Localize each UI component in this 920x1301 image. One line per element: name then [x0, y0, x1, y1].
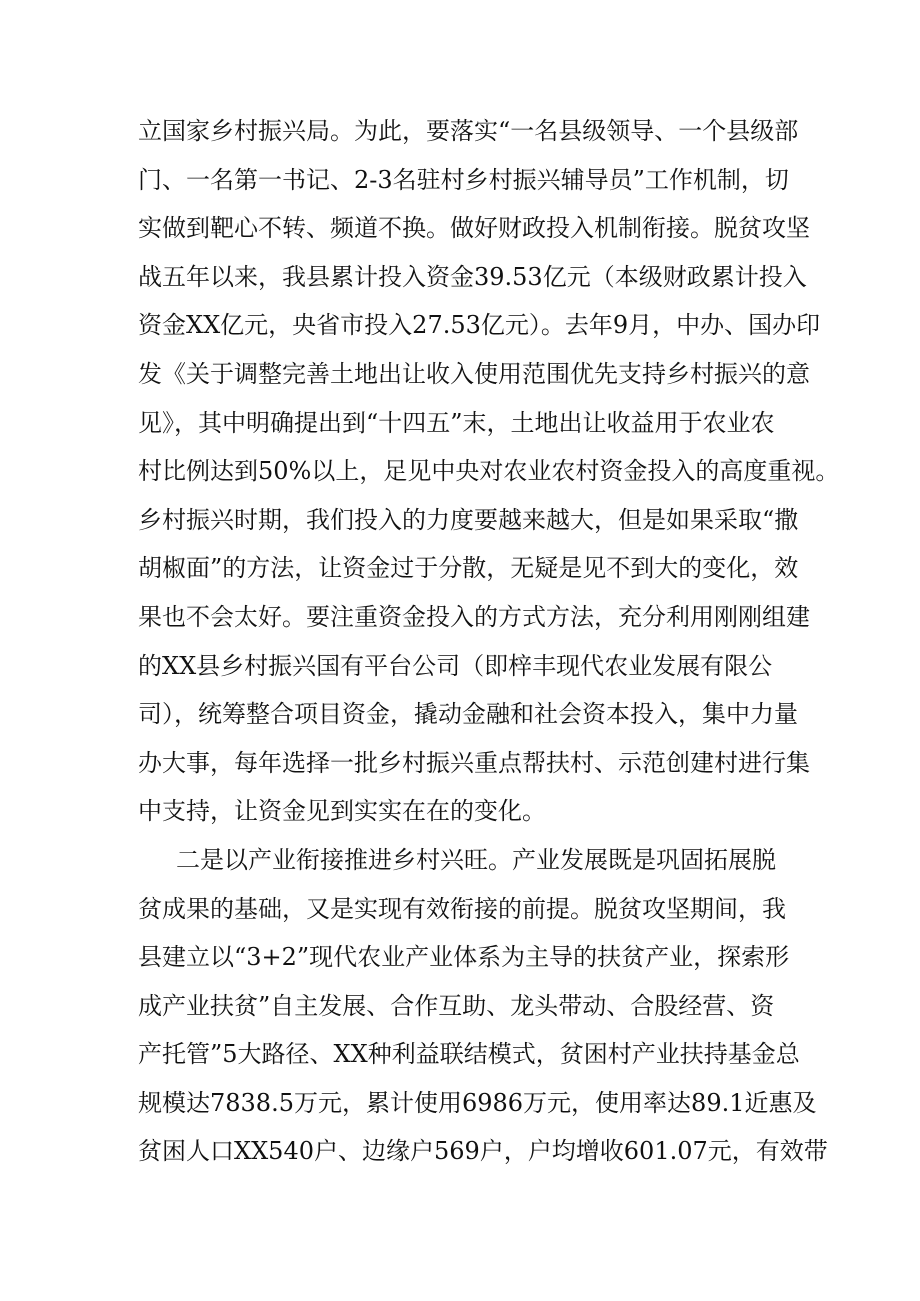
text-line: 贫困人口XX540户、边缘户569户，户均增收601.07元，有效带: [138, 1137, 828, 1166]
text-line: 胡椒面”的方法，让资金过于分散，无疑是见不到大的变化，效: [138, 554, 799, 583]
text-line: 乡村振兴时期，我们投入的力度要越来越大，但是如果采取“撒: [138, 505, 799, 534]
text-line: 贫成果的基础，又是实现有效衔接的前提。脱贫攻坚期间，我: [138, 894, 786, 923]
text-line: 的XX县乡村振兴国有平台公司（即梓丰现代农业发展有限公: [138, 651, 773, 680]
text-line: 资金XX亿元，央省市投入27.53亿元）。去年9月，中办、国办印: [138, 311, 821, 340]
text-line: 果也不会太好。要注重资金投入的方式方法，充分利用刚刚组建: [138, 602, 810, 631]
text-line: 成产业扶贫”自主发展、合作互助、龙头带动、合股经营、资: [138, 991, 775, 1020]
text-line: 县建立以“3+2”现代农业产业体系为主导的扶贫产业，探索形: [138, 943, 790, 972]
text-line: 产托管”5大路径、XX种利益联结模式，贫困村产业扶持基金总: [138, 1040, 800, 1069]
text-line: 实做到靶心不转、频道不换。做好财政投入机制衔接。脱贫攻坚: [138, 214, 810, 243]
text-line: 战五年以来，我县累计投入资金39.53亿元（本级财政累计投入: [138, 262, 807, 291]
document-body: [138, 107, 840, 1176]
paragraph-start-line: 二是以产业衔接推进乡村兴旺。产业发展既是巩固拓展脱: [176, 845, 776, 874]
text-line: 村比例达到50%以上，足见中央对农业农村资金投入的高度重视。: [138, 457, 840, 486]
text-line: 中支持，让资金见到实实在在的变化。: [138, 797, 546, 826]
text-line: 司），统筹整合项目资金，撬动金融和社会资本投入，集中力量: [138, 700, 798, 729]
text-line: 门、一名第一书记、2-3名驻村乡村振兴辅导员”工作机制，切: [138, 165, 789, 194]
text-line: 发《关于调整完善土地出让收入使用范围优先支持乡村振兴的意: [138, 359, 810, 388]
text-line: 规模达7838.5万元，累计使用6986万元，使用率达89.1近惠及: [138, 1088, 817, 1117]
text-line: 见》，其中明确提出到“十四五”末，土地出让收益用于农业农: [138, 408, 775, 437]
text-line: 办大事，每年选择一批乡村振兴重点帮扶村、示范创建村进行集: [138, 748, 810, 777]
text-line: 立国家乡村振兴局。为此，要落实“一名县级领导、一个县级部: [138, 117, 799, 145]
